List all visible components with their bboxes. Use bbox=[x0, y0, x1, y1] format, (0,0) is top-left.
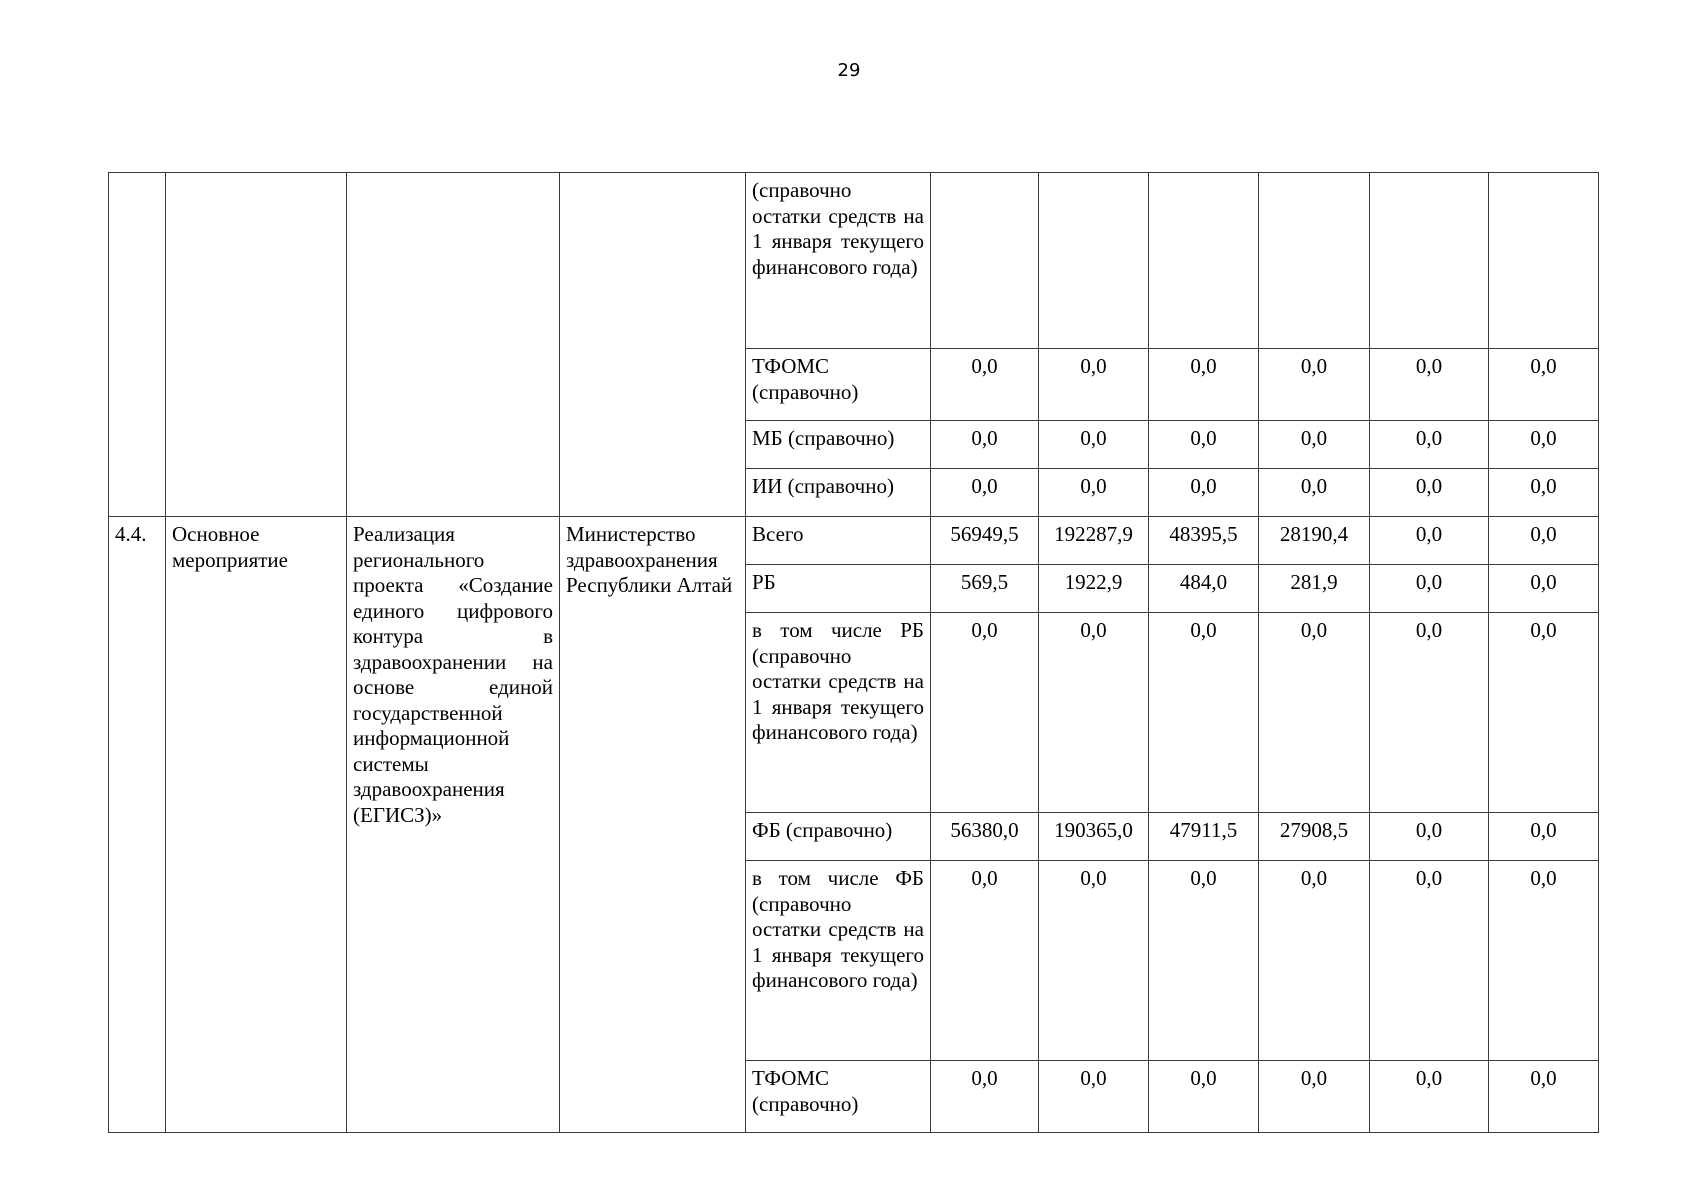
funding-source-cell: РБ bbox=[746, 565, 931, 613]
value-cell: 0,0 bbox=[1149, 421, 1259, 469]
value-cell: 0,0 bbox=[931, 861, 1039, 1061]
value-cell: 0,0 bbox=[931, 421, 1039, 469]
value-cell: 0,0 bbox=[1370, 469, 1489, 517]
value-cell: 0,0 bbox=[1489, 813, 1599, 861]
value-cell: 0,0 bbox=[1370, 517, 1489, 565]
value-cell: 0,0 bbox=[1370, 861, 1489, 1061]
value-cell: 0,0 bbox=[1489, 613, 1599, 813]
value-cell bbox=[1149, 173, 1259, 349]
table-row bbox=[109, 173, 1599, 349]
value-cell: 0,0 bbox=[1259, 349, 1370, 421]
value-cell: 0,0 bbox=[1489, 565, 1599, 613]
value-cell bbox=[931, 173, 1039, 349]
value-cell: 484,0 bbox=[1149, 565, 1259, 613]
item-name-cell: Реализация регионального проекта «Создание единого цифрового контура в здравоохранении на основе единой государственной информационной системы здравоохранения (ЕГИСЗ)» bbox=[347, 517, 560, 1133]
value-cell: 0,0 bbox=[1259, 1061, 1370, 1133]
value-cell: 0,0 bbox=[1489, 517, 1599, 565]
value-cell: 0,0 bbox=[1259, 861, 1370, 1061]
value-cell: 0,0 bbox=[1370, 565, 1489, 613]
funding-source-cell: ТФОМС (справочно) bbox=[746, 349, 931, 421]
value-cell: 0,0 bbox=[1489, 861, 1599, 1061]
budget-table bbox=[108, 172, 1599, 1133]
value-cell: 0,0 bbox=[931, 1061, 1039, 1133]
value-cell: 281,9 bbox=[1259, 565, 1370, 613]
value-cell: 56949,5 bbox=[931, 517, 1039, 565]
value-cell: 0,0 bbox=[1039, 421, 1149, 469]
value-cell: 27908,5 bbox=[1259, 813, 1370, 861]
value-cell: 0,0 bbox=[1259, 421, 1370, 469]
value-cell: 190365,0 bbox=[1039, 813, 1149, 861]
table-row bbox=[109, 517, 1599, 565]
name-cell-empty bbox=[347, 173, 560, 517]
funding-source-cell: Всего bbox=[746, 517, 931, 565]
value-cell: 47911,5 bbox=[1149, 813, 1259, 861]
value-cell: 0,0 bbox=[1259, 469, 1370, 517]
value-cell bbox=[1370, 173, 1489, 349]
value-cell: 0,0 bbox=[1489, 349, 1599, 421]
value-cell: 0,0 bbox=[1039, 349, 1149, 421]
value-cell: 0,0 bbox=[1039, 469, 1149, 517]
funding-source-cell: в том числе ФБ (справочно остатки средств на 1 января текущего финансового года) bbox=[746, 861, 931, 1061]
item-executor-cell: Министерство здравоохранения Республики Алтай bbox=[560, 517, 746, 1133]
value-cell: 0,0 bbox=[1370, 1061, 1489, 1133]
number-cell-empty bbox=[109, 173, 166, 517]
value-cell bbox=[1489, 173, 1599, 349]
funding-source-cell: МБ (справочно) bbox=[746, 421, 931, 469]
value-cell: 28190,4 bbox=[1259, 517, 1370, 565]
value-cell: 0,0 bbox=[1149, 349, 1259, 421]
value-cell: 0,0 bbox=[1259, 613, 1370, 813]
value-cell: 0,0 bbox=[1370, 349, 1489, 421]
funding-source-cell: ФБ (справочно) bbox=[746, 813, 931, 861]
value-cell: 192287,9 bbox=[1039, 517, 1149, 565]
value-cell: 48395,5 bbox=[1149, 517, 1259, 565]
value-cell: 0,0 bbox=[1039, 613, 1149, 813]
value-cell: 0,0 bbox=[1370, 613, 1489, 813]
funding-source-cell: в том числе РБ (справочно остатки средств на 1 января текущего финансового года) bbox=[746, 613, 931, 813]
funding-source-cell: (справочно остатки средств на 1 января текущего финансового года) bbox=[746, 173, 931, 349]
funding-source-cell: ТФОМС (справочно) bbox=[746, 1061, 931, 1133]
value-cell: 0,0 bbox=[1039, 1061, 1149, 1133]
executor-cell-empty bbox=[560, 173, 746, 517]
value-cell: 0,0 bbox=[1039, 861, 1149, 1061]
value-cell: 569,5 bbox=[931, 565, 1039, 613]
type-cell-empty bbox=[166, 173, 347, 517]
value-cell: 0,0 bbox=[1489, 421, 1599, 469]
value-cell: 0,0 bbox=[1489, 469, 1599, 517]
value-cell: 0,0 bbox=[1149, 613, 1259, 813]
page-number: 29 bbox=[837, 60, 861, 81]
value-cell: 0,0 bbox=[1489, 1061, 1599, 1133]
value-cell: 0,0 bbox=[931, 349, 1039, 421]
value-cell: 0,0 bbox=[1149, 1061, 1259, 1133]
funding-source-cell: ИИ (справочно) bbox=[746, 469, 931, 517]
value-cell bbox=[1259, 173, 1370, 349]
value-cell: 0,0 bbox=[931, 469, 1039, 517]
value-cell: 0,0 bbox=[1370, 813, 1489, 861]
value-cell: 0,0 bbox=[931, 613, 1039, 813]
value-cell: 0,0 bbox=[1370, 421, 1489, 469]
value-cell: 0,0 bbox=[1149, 861, 1259, 1061]
value-cell: 56380,0 bbox=[931, 813, 1039, 861]
value-cell: 1922,9 bbox=[1039, 565, 1149, 613]
item-number-cell: 4.4. bbox=[109, 517, 166, 1133]
value-cell: 0,0 bbox=[1149, 469, 1259, 517]
item-type-cell: Основное мероприятие bbox=[166, 517, 347, 1133]
value-cell bbox=[1039, 173, 1149, 349]
